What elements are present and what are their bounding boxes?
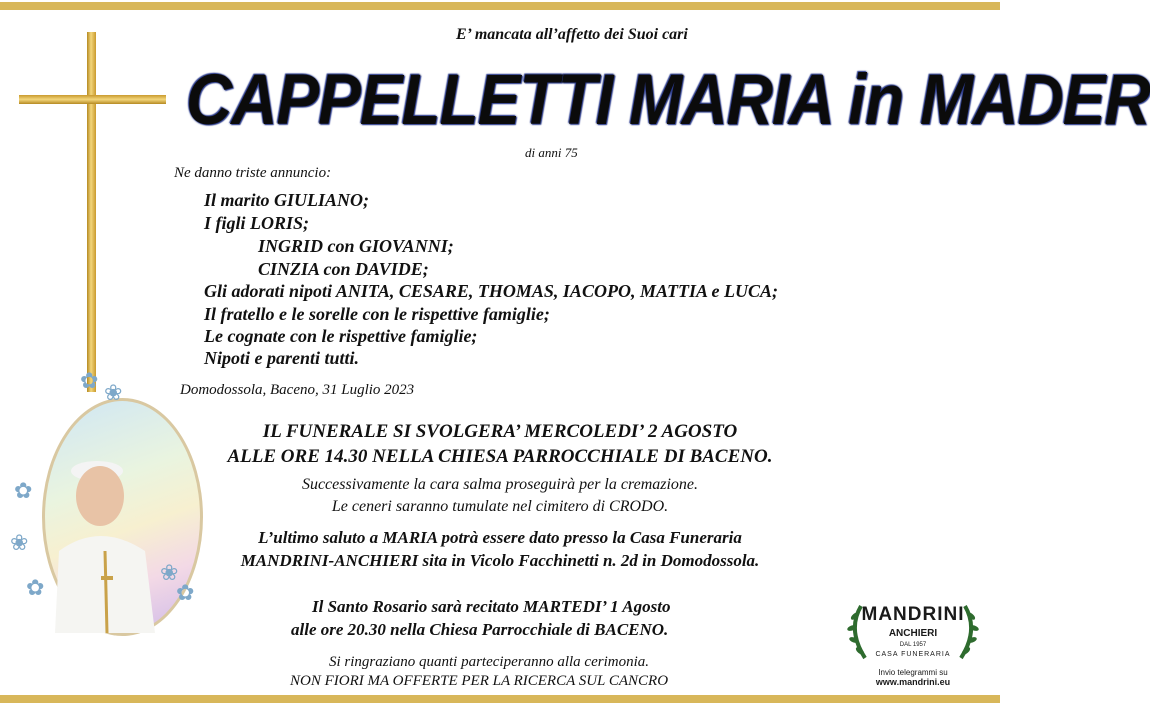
logo-sub-1: ANCHIERI xyxy=(888,628,938,639)
farewell-line-2: MANDRINI-ANCHIERI sita in Vicolo Facchinetti n. 2d in Domodossola. xyxy=(240,551,760,570)
funeral-home-logo xyxy=(843,598,983,688)
family-line: Nipoti e parenti tutti. xyxy=(204,348,360,368)
closing-line-2: NON FIORI MA OFFERTE PER LA RICERCA SUL CANCRO xyxy=(290,673,669,689)
cremation-line-2: Le ceneri saranno tumulate nel cimitero di CRODO. xyxy=(331,498,669,515)
logo-url[interactable]: www.mandrini.eu xyxy=(875,677,951,687)
flower-icon: ❀ xyxy=(160,560,179,585)
logo-sub-2: DAL 1957 xyxy=(899,642,927,648)
top-gold-band xyxy=(0,2,1000,10)
flower-icon: ✿ xyxy=(176,580,195,605)
logo-sub-3: CASA FUNERARIA xyxy=(875,651,951,658)
flower-icon: ✿ xyxy=(26,575,45,600)
family-line: I figli LORIS; xyxy=(204,213,310,233)
flower-icon: ✿ xyxy=(14,478,33,503)
bottom-gold-band xyxy=(0,695,1000,703)
family-line: Gli adorati nipoti ANITA, CESARE, THOMAS, IACOPO, MATTIA e LUCA; xyxy=(204,281,778,301)
cross-icon-bar xyxy=(19,95,166,104)
farewell-line-1: L’ultimo saluto a MARIA potrà essere dato presso la Casa Funeraria xyxy=(258,528,742,547)
rosary-line-1: Il Santo Rosario sarà recitato MARTEDI’ 1 Agosto xyxy=(312,597,671,616)
funeral-line-2: ALLE ORE 14.30 NELLA CHIESA PARROCCHIALE DI BACENO. xyxy=(227,446,773,467)
family-line: Il fratello e le sorelle con le rispettive famiglie; xyxy=(204,304,550,324)
family-line: CINZIA con DAVIDE; xyxy=(258,259,429,279)
funeral-line-1: IL FUNERALE SI SVOLGERA’ MERCOLEDI’ 2 AGOSTO xyxy=(262,421,738,442)
flower-icon: ❀ xyxy=(104,380,123,405)
place-date: Domodossola, Baceno, 31 Luglio 2023 xyxy=(180,382,415,398)
closing-line-1: Si ringraziano quanti parteciperanno alla cerimonia. xyxy=(329,654,649,670)
cross-icon xyxy=(87,32,96,392)
family-line: Le cognate con le rispettive famiglie; xyxy=(204,326,478,346)
family-line: Il marito GIULIANO; xyxy=(204,190,370,210)
flower-icon: ✿ xyxy=(80,368,99,393)
cremation-line-1: Successivamente la cara salma proseguirà per la cremazione. xyxy=(301,476,699,493)
deceased-name: CAPPELLETTI MARIA in MADER xyxy=(186,59,1150,140)
intro-text: E’ mancata all’affetto dei Suoi cari xyxy=(456,26,688,43)
family-line: INGRID con GIOVANNI; xyxy=(258,236,454,256)
rosary-line-2: alle ore 20.30 nella Chiesa Parrocchiale di BACENO. xyxy=(291,620,669,639)
logo-brand: MANDRINI xyxy=(861,604,965,625)
logo-caption: Invio telegrammi su xyxy=(878,668,948,677)
flower-icon: ❀ xyxy=(10,530,29,555)
announcement-lead: Ne danno triste annuncio: xyxy=(174,165,332,181)
age-text: di anni 75 xyxy=(525,145,578,160)
